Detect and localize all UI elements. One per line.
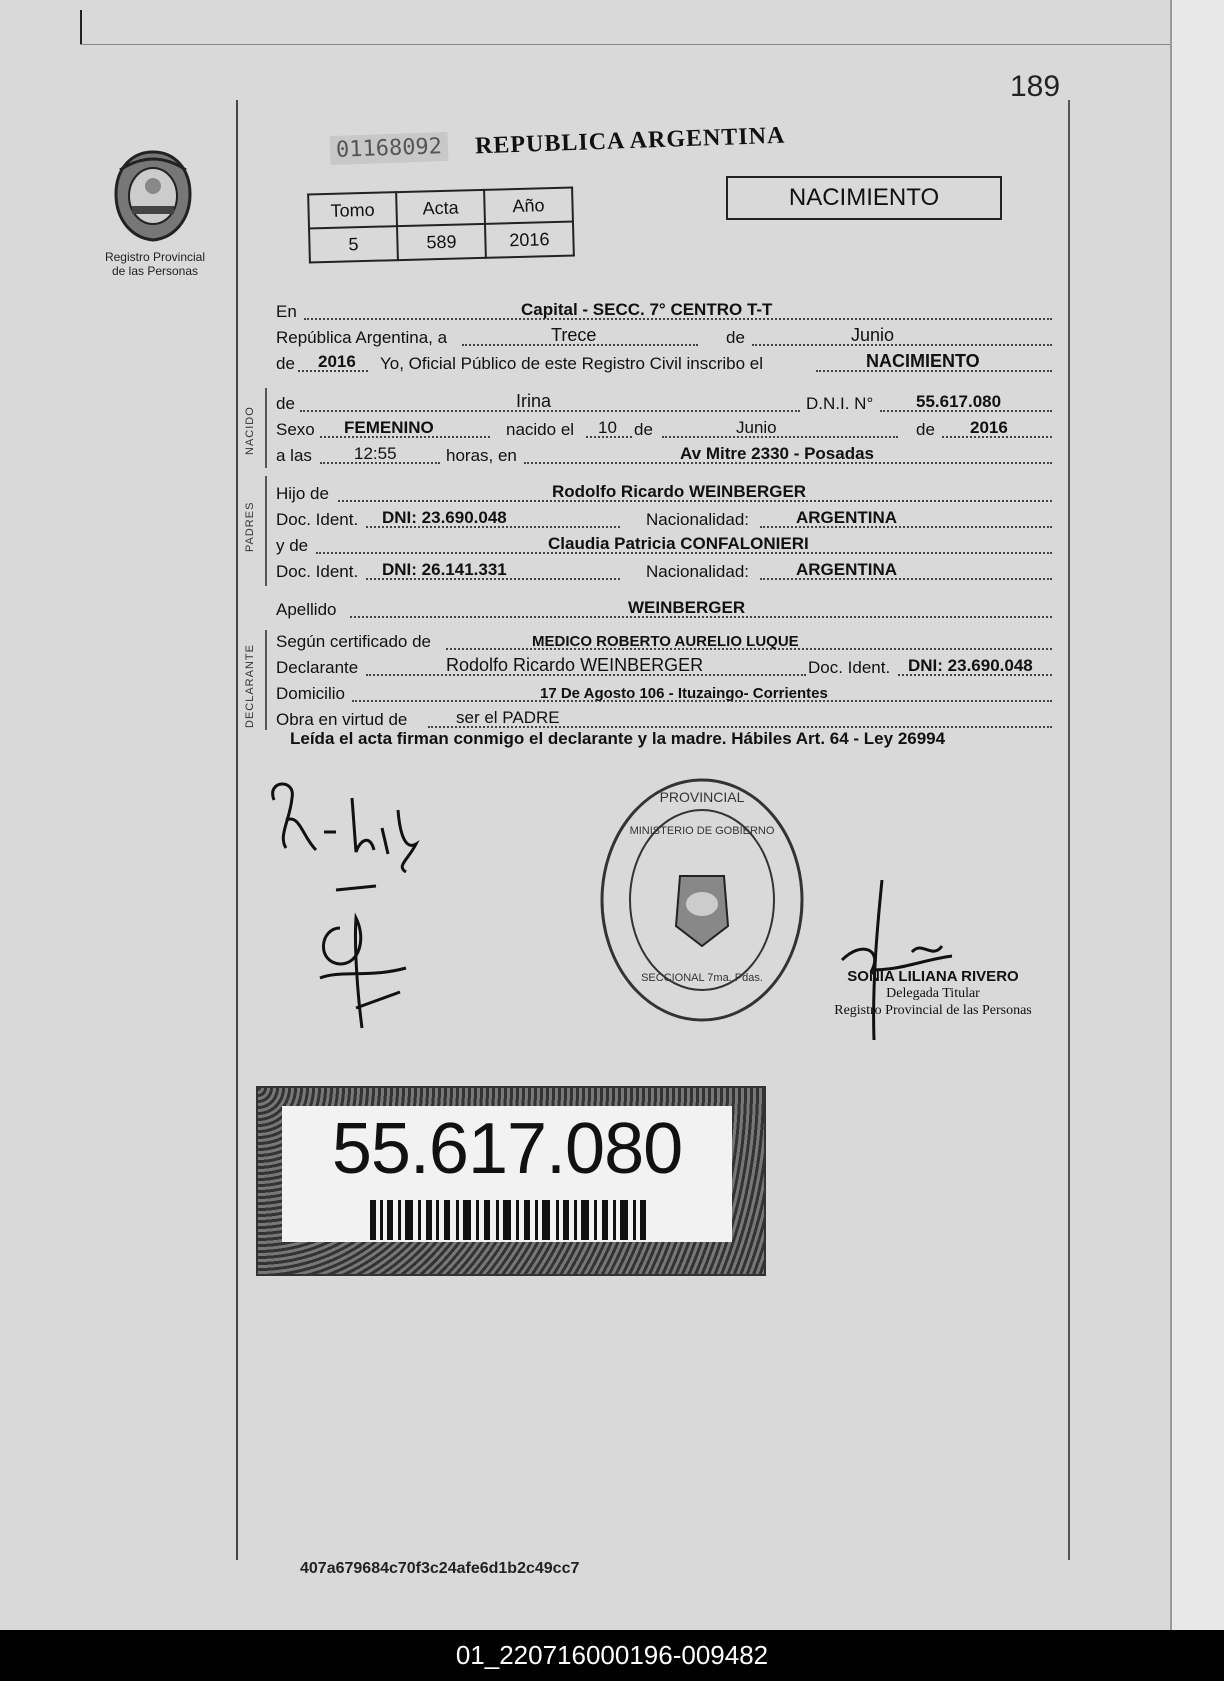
- label-doc-ident-mother: Doc. Ident.: [276, 562, 359, 581]
- crest-caption-line2: de las Personas: [111, 264, 199, 278]
- field-declarant: Rodolfo Ricardo WEINBERGER: [446, 655, 704, 675]
- label-obra: Obra en virtud de: [276, 710, 408, 729]
- record-type-box: NACIMIENTO: [726, 176, 1002, 220]
- barcode-number: 55.617.080: [331, 1109, 683, 1189]
- field-birth-time: 12:55: [354, 444, 397, 463]
- header-acta: Acta: [396, 190, 485, 226]
- row-declarant: [276, 652, 1052, 680]
- field-father-nat: ARGENTINA: [796, 508, 898, 527]
- crest-caption-line1: Registro Provincial: [104, 250, 206, 264]
- footer-id: 01_220716000196-009482: [0, 1630, 1224, 1681]
- header-tomo: Tomo: [308, 192, 397, 228]
- mother-signature: [310, 908, 420, 1038]
- field-inscribed: NACIMIENTO: [866, 351, 980, 371]
- field-mother-nat: ARGENTINA: [796, 560, 898, 579]
- label-year-de: de: [276, 354, 295, 373]
- section-label-nacido: NACIDO: [244, 406, 256, 455]
- row-mother-doc: [276, 556, 1052, 584]
- label-nacionalidad: Nacionalidad:: [646, 510, 750, 529]
- row-father: [276, 478, 1052, 506]
- field-mother: Claudia Patricia CONFALONIERI: [548, 534, 809, 553]
- field-sex: FEMENINO: [344, 418, 434, 437]
- text-yo-oficial: Yo, Oficial Público de este Registro Civil inscribo el: [380, 354, 763, 373]
- field-name: Irina: [516, 391, 552, 411]
- section-bar-nacido: [265, 388, 267, 468]
- row-time-place: [276, 440, 1052, 468]
- row-father-doc: [276, 504, 1052, 532]
- field-declarant-doc: DNI: 23.690.048: [908, 656, 1033, 675]
- volume-table: [307, 187, 575, 264]
- label-nacido-el: nacido el: [506, 420, 575, 439]
- field-mother-doc: DNI: 26.141.331: [382, 560, 507, 579]
- svg-text:SECCIONAL 7ma. Pdas.: SECCIONAL 7ma. Pdas.: [641, 972, 763, 984]
- label-nacionalidad-mother: Nacionalidad:: [646, 562, 750, 581]
- field-certificate: MEDICO ROBERTO AURELIO LUQUE: [532, 633, 799, 650]
- field-dni: 55.617.080: [916, 392, 1002, 411]
- document-hash: 407a679684c70f3c24afe6d1b2c49cc7: [300, 1560, 580, 1577]
- label-y-de: y de: [276, 536, 309, 555]
- value-tomo: 5: [309, 226, 398, 262]
- field-capacity: ser el PADRE: [456, 708, 560, 727]
- section-label-padres: PADRES: [244, 501, 256, 552]
- row-year: [276, 348, 1052, 376]
- label-hijo-de: Hijo de: [276, 484, 329, 503]
- field-father: Rodolfo Ricardo WEINBERGER: [552, 482, 807, 501]
- barcode-label: [282, 1106, 732, 1242]
- svg-text:PROVINCIAL: PROVINCIAL: [659, 789, 745, 805]
- label-dni: D.N.I. N°: [806, 394, 874, 413]
- row-date: [276, 322, 1052, 350]
- declarant-signature: [256, 780, 436, 900]
- value-acta: 589: [397, 224, 486, 260]
- field-birth-year: 2016: [970, 418, 1008, 437]
- label-de: de: [726, 328, 745, 347]
- dotted-line: [662, 436, 898, 438]
- label-name-de: de: [276, 394, 295, 413]
- label-certificado: Según certificado de: [276, 632, 431, 651]
- row-surname: [276, 594, 1052, 622]
- page-right-edge: [1170, 0, 1224, 1630]
- registrar-signature: [822, 880, 972, 1050]
- signer-block: [783, 968, 1083, 1019]
- label-domicilio: Domicilio: [276, 684, 345, 703]
- svg-text:MINISTERIO DE GOBIERNO: MINISTERIO DE GOBIERNO: [629, 825, 775, 837]
- official-seal-icon: [598, 776, 806, 1024]
- label-de3: de: [916, 420, 935, 439]
- label-declarante: Declarante: [276, 658, 359, 677]
- field-month: Junio: [851, 325, 895, 345]
- section-label-declarante: DECLARANTE: [244, 644, 256, 728]
- label-sexo: Sexo: [276, 420, 315, 439]
- signer-office: Registro Provincial de las Personas: [834, 1003, 1032, 1018]
- barcode-panel: [256, 1086, 766, 1276]
- label-doc-ident: Doc. Ident.: [276, 510, 359, 529]
- field-father-doc: DNI: 23.690.048: [382, 508, 507, 527]
- signer-name: SONIA LILIANA RIVERO: [847, 968, 1019, 985]
- label-republica: República Argentina, a: [276, 328, 448, 347]
- serial-stamp: 01168092: [330, 132, 449, 165]
- row-place: [276, 296, 1052, 324]
- closing-statement: Leída el acta firman conmigo el declarante y la madre. Hábiles Art. 64 - Ley 26994: [290, 729, 946, 748]
- dotted-line: [752, 344, 1052, 346]
- province-crest-icon: [110, 148, 196, 244]
- field-surname: WEINBERGER: [628, 598, 746, 617]
- row-certificate: [276, 626, 1052, 654]
- crest-caption: [90, 250, 220, 278]
- label-horas: horas, en: [446, 446, 517, 465]
- row-name: [276, 388, 1052, 416]
- field-place: Capital - SECC. 7° CENTRO T-T: [521, 300, 773, 319]
- section-bar-padres: [265, 476, 267, 586]
- value-ano: 2016: [485, 222, 574, 258]
- binding-mark: [80, 10, 82, 44]
- signer-role: Delegada Titular: [886, 986, 980, 1001]
- row-sex-birth: [276, 414, 1052, 442]
- field-birth-day: 10: [598, 418, 617, 437]
- label-doc-ident-declarant: Doc. Ident.: [808, 658, 891, 677]
- field-day: Trece: [551, 325, 597, 345]
- page-number: 189: [1010, 70, 1061, 103]
- label-a-las: a las: [276, 446, 312, 465]
- row-mother: [276, 530, 1052, 558]
- section-bar-declarante: [265, 630, 267, 730]
- label-de2: de: [634, 420, 653, 439]
- label-en: En: [276, 302, 297, 321]
- label-apellido: Apellido: [276, 600, 337, 619]
- header-ano: Año: [484, 188, 573, 224]
- field-year: 2016: [318, 352, 356, 371]
- field-birth-place: Av Mitre 2330 - Posadas: [680, 444, 875, 463]
- row-address: [276, 678, 1052, 706]
- field-address: 17 De Agosto 106 - Ituzaingo- Corrientes: [540, 685, 828, 702]
- page-top-edge: [80, 44, 1180, 45]
- barcode-icon: [370, 1200, 670, 1240]
- field-birth-month: Junio: [736, 418, 777, 437]
- document-title: REPUBLICA ARGENTINA: [474, 122, 786, 160]
